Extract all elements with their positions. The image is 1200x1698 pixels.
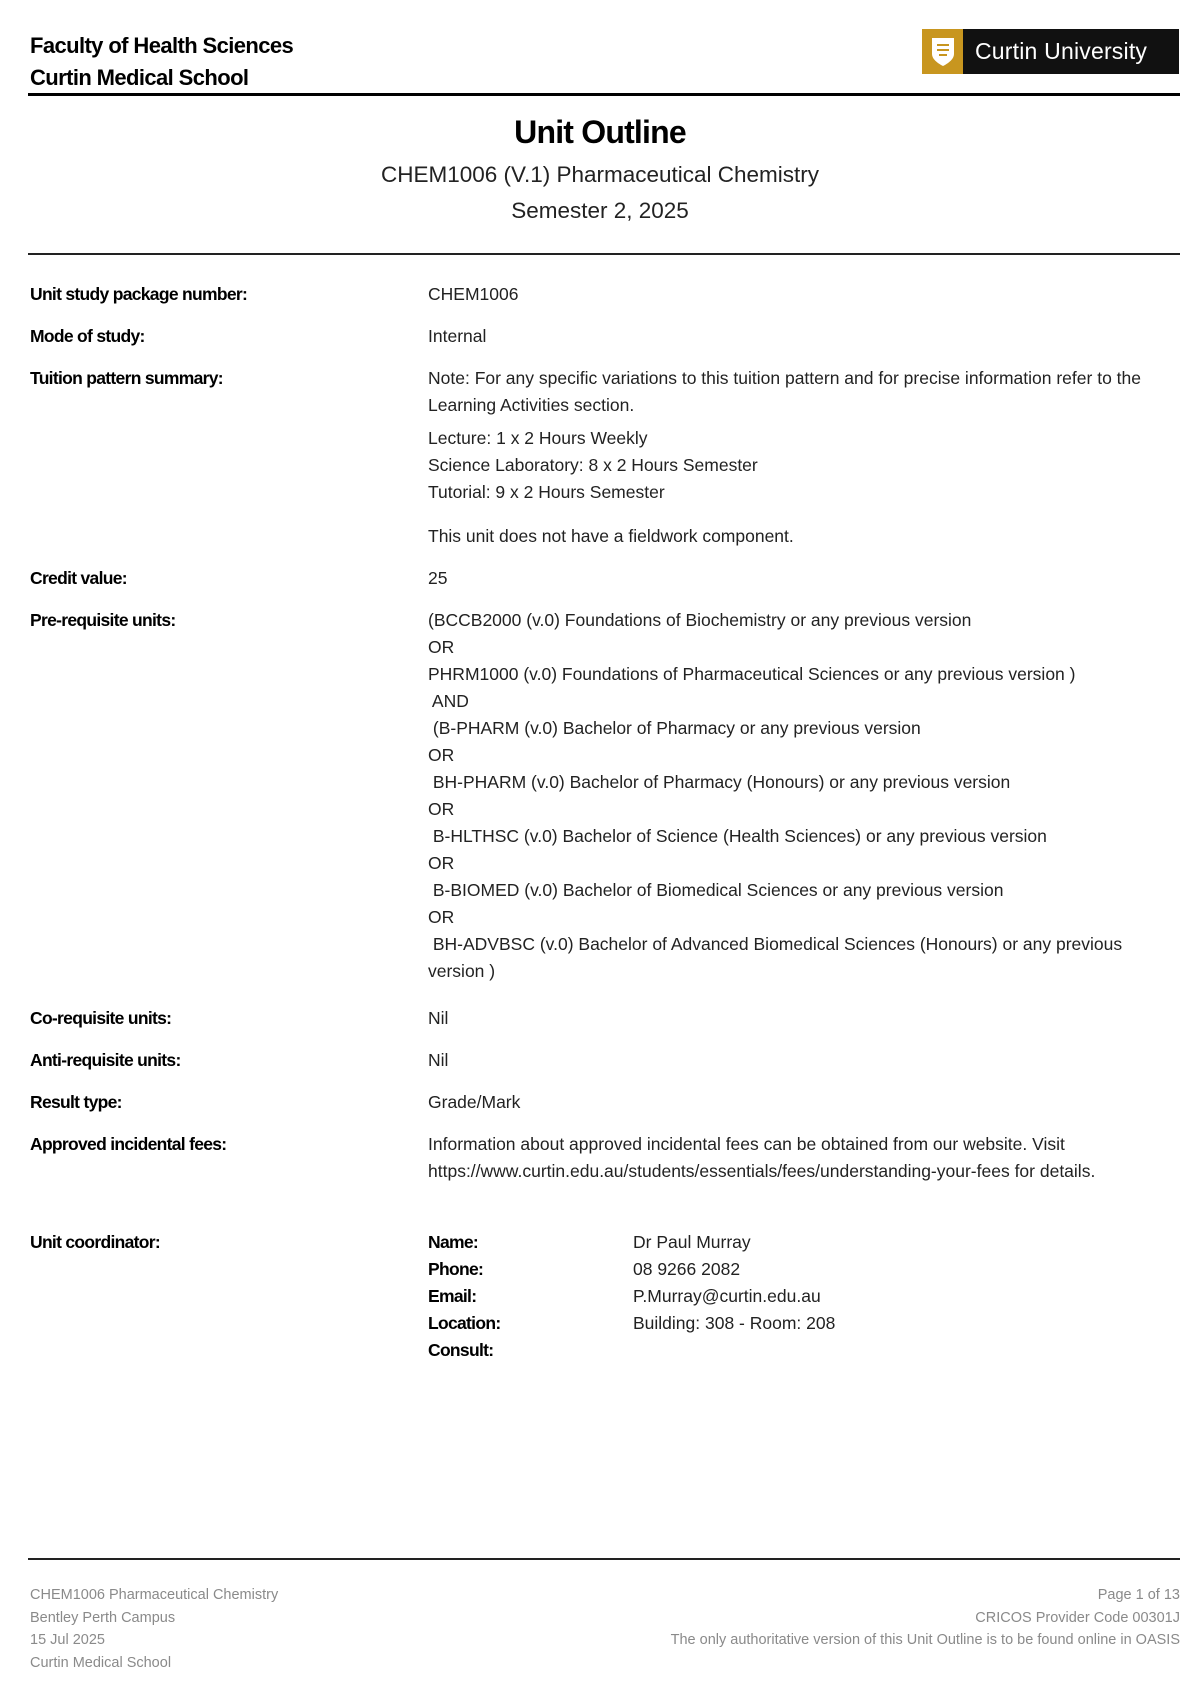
coordinator-details bbox=[428, 1229, 1180, 1364]
coordinator-location: Building: 308 - Room: 208 bbox=[633, 1313, 836, 1333]
location-key: Location: bbox=[428, 1313, 501, 1333]
result-value: Grade/Mark bbox=[428, 1092, 521, 1112]
prereq-line: B-HLTHSC (v.0) Bachelor of Science (Health Sciences) or any previous version bbox=[428, 826, 1047, 846]
prereq-line: OR bbox=[428, 853, 455, 873]
email-key: Email: bbox=[428, 1286, 477, 1306]
title-divider bbox=[28, 253, 1180, 255]
faculty-name: Faculty of Health Sciences bbox=[30, 33, 294, 58]
prereq-line: OR bbox=[428, 745, 455, 765]
coordinator-email-row bbox=[428, 1283, 1180, 1310]
coordinator-phone-row bbox=[428, 1256, 1180, 1283]
prereq-line: PHRM1000 (v.0) Foundations of Pharmaceutical Sciences or any previous version ) bbox=[428, 664, 1076, 684]
tuition-pattern bbox=[428, 425, 1180, 506]
footer-unit: CHEM1006 Pharmaceutical Chemistry bbox=[30, 1587, 279, 1603]
coordinator-name-row bbox=[428, 1229, 1180, 1256]
crest-icon bbox=[922, 29, 963, 74]
coreq-value: Nil bbox=[428, 1008, 449, 1028]
faculty-header bbox=[30, 30, 293, 94]
footer-campus: Bentley Perth Campus bbox=[30, 1609, 176, 1626]
coordinator-name: Dr Paul Murray bbox=[633, 1232, 751, 1252]
consult-key: Consult: bbox=[428, 1340, 494, 1360]
page-number: Page 1 of 13 bbox=[1097, 1587, 1180, 1603]
fees-label: Approved incidental fees: bbox=[30, 1134, 227, 1154]
mode-value: Internal bbox=[428, 326, 487, 346]
prereq-line: AND bbox=[428, 691, 469, 711]
coordinator-email[interactable]: P.Murray@curtin.edu.au bbox=[633, 1286, 821, 1306]
result-label: Result type: bbox=[30, 1092, 122, 1112]
cricos-code: CRICOS Provider Code 00301J bbox=[975, 1609, 1180, 1626]
prereq-list bbox=[428, 607, 1180, 985]
prereq-line: OR bbox=[428, 907, 455, 927]
mode-label: Mode of study: bbox=[30, 326, 145, 346]
tuition-line: Science Laboratory: 8 x 2 Hours Semester bbox=[428, 455, 758, 475]
coordinator-location-row bbox=[428, 1310, 1180, 1337]
footer-date: 15 Jul 2025 bbox=[30, 1632, 105, 1648]
logo-text: Curtin University bbox=[975, 38, 1148, 64]
name-key: Name: bbox=[428, 1232, 478, 1252]
curtin-logo bbox=[922, 29, 1179, 74]
credit-value: 25 bbox=[428, 568, 448, 588]
tuition-label: Tuition pattern summary: bbox=[30, 368, 223, 388]
prereq-line: OR bbox=[428, 799, 455, 819]
authority-notice: The only authoritative version of this Unit Outline is to be found online in OASIS bbox=[670, 1632, 1180, 1648]
tuition-line: Tutorial: 9 x 2 Hours Semester bbox=[428, 482, 665, 502]
prereq-line: BH-PHARM (v.0) Bachelor of Pharmacy (Honours) or any previous version bbox=[428, 772, 1011, 792]
prereq-label: Pre-requisite units: bbox=[30, 610, 176, 630]
antireq-value: Nil bbox=[428, 1050, 449, 1070]
fees-value: Information about approved incidental fees can be obtained from our website. Visit https://www.curtin.edu.au/students/essentials/fees/understanding-your-fees for details. bbox=[428, 1134, 1096, 1181]
fieldwork-note: This unit does not have a fieldwork component. bbox=[428, 526, 794, 546]
credit-label: Credit value: bbox=[30, 568, 127, 588]
prereq-line: OR bbox=[428, 637, 455, 657]
package-value: CHEM1006 bbox=[428, 284, 519, 304]
prereq-line: B-BIOMED (v.0) Bachelor of Biomedical Sciences or any previous version bbox=[428, 880, 1004, 900]
unit-title: CHEM1006 (V.1) Pharmaceutical Chemistry bbox=[380, 162, 820, 187]
footer-divider bbox=[28, 1558, 1180, 1560]
footer-school: Curtin Medical School bbox=[30, 1654, 172, 1671]
page-title: Unit Outline bbox=[514, 114, 686, 150]
header-divider bbox=[28, 93, 1180, 96]
school-name: Curtin Medical School bbox=[30, 65, 249, 90]
semester: Semester 2, 2025 bbox=[511, 198, 689, 223]
footer-left bbox=[30, 1584, 278, 1674]
tuition-note: Note: For any specific variations to this tuition pattern and for precise information refer to the Learning Activities section. bbox=[428, 368, 1141, 415]
coordinator-label: Unit coordinator: bbox=[30, 1232, 161, 1252]
antireq-label: Anti-requisite units: bbox=[30, 1050, 181, 1070]
footer-right bbox=[671, 1584, 1180, 1652]
prereq-line: version ) bbox=[428, 961, 496, 981]
package-label: Unit study package number: bbox=[30, 284, 248, 304]
prereq-line: BH-ADVBSC (v.0) Bachelor of Advanced Biomedical Sciences (Honours) or any previous bbox=[428, 934, 1123, 954]
prereq-line: (B-PHARM (v.0) Bachelor of Pharmacy or any previous version bbox=[428, 718, 921, 738]
prereq-line: (BCCB2000 (v.0) Foundations of Biochemistry or any previous version bbox=[428, 610, 972, 630]
coordinator-phone: 08 9266 2082 bbox=[633, 1259, 741, 1279]
tuition-line: Lecture: 1 x 2 Hours Weekly bbox=[428, 428, 648, 448]
phone-key: Phone: bbox=[428, 1259, 484, 1279]
coreq-label: Co-requisite units: bbox=[30, 1008, 172, 1028]
coordinator-consult-row bbox=[428, 1337, 1180, 1364]
